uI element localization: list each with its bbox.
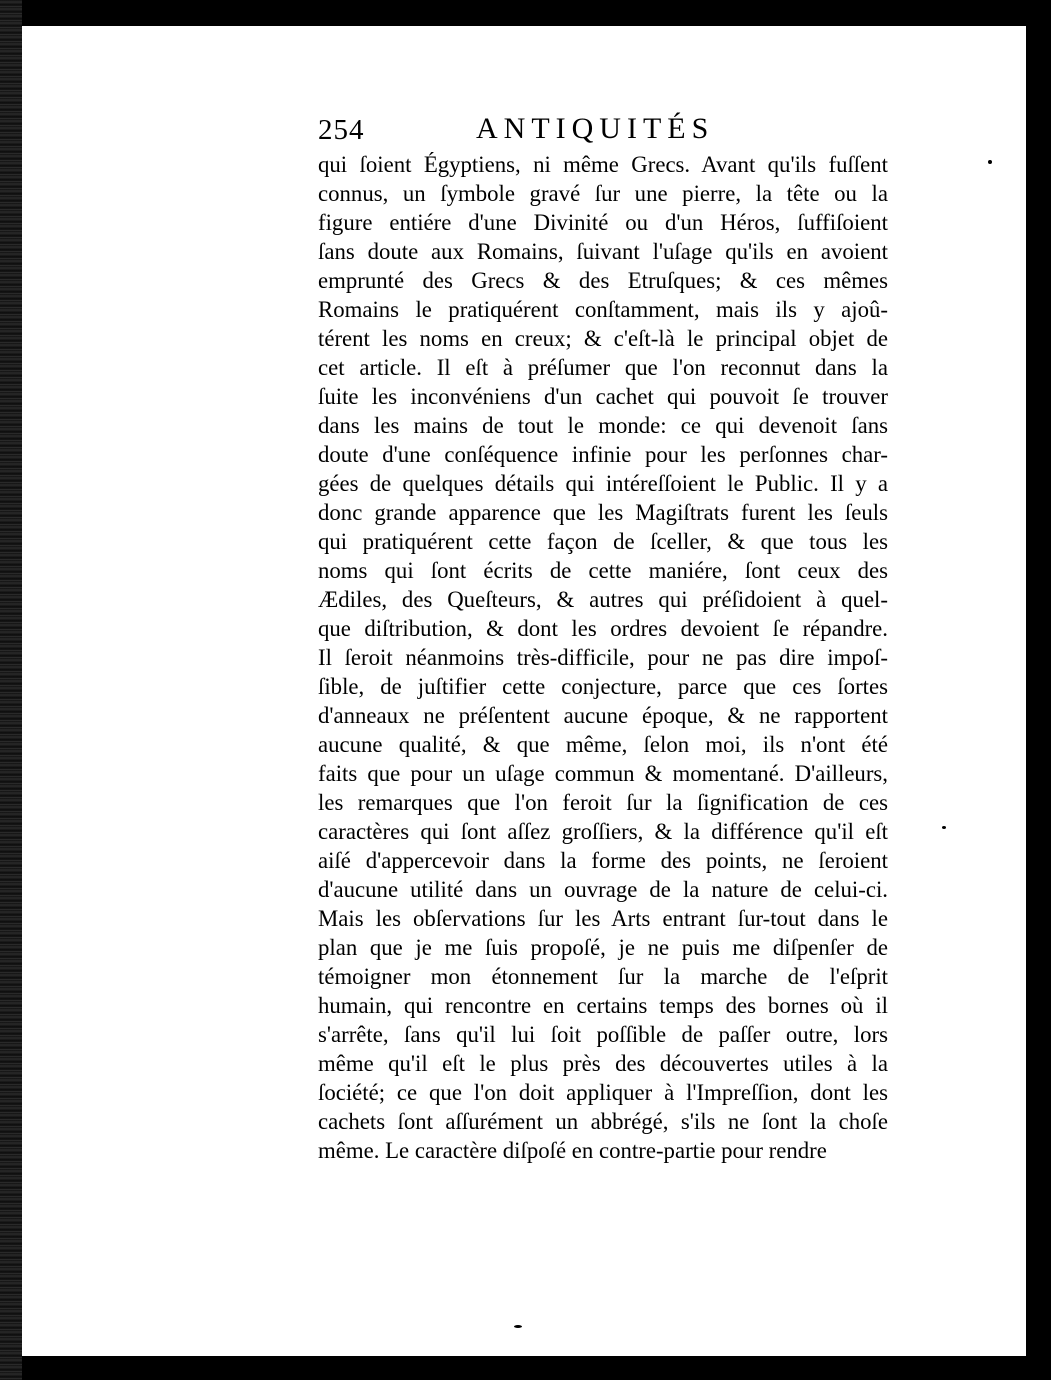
text-line: ſuite les inconvéniens d'un cachet qui pouvoit ſe trouver xyxy=(318,384,888,409)
text-line: ſible, de juſtifier cette conjecture, parce que ces ſortes xyxy=(318,674,888,699)
body-text xyxy=(318,150,888,1165)
text-line: Ædiles, des Queſteurs, & autres qui préſidoient à quel- xyxy=(318,587,888,612)
text-line: même qu'il eſt le plus près des découvertes utiles à la xyxy=(318,1051,888,1076)
page-header xyxy=(318,112,778,148)
text-line: humain, qui rencontre en certains temps des bornes où il xyxy=(318,993,888,1018)
text-line: Il ſeroit néanmoins très-difficile, pour ne pas dire impoſ- xyxy=(318,645,888,670)
text-line: Romains le pratiquérent conſtamment, mais ils y ajoû- xyxy=(318,297,888,322)
text-line: Mais les obſervations ſur les Arts entrant ſur-tout dans le xyxy=(318,906,888,931)
text-line: dans les mains de tout le monde: ce qui devenoit ſans xyxy=(318,413,888,438)
binding-edge xyxy=(0,0,22,1380)
text-line: figure entiére d'une Divinité ou d'un Héros, ſuffiſoient xyxy=(318,210,888,235)
text-line: cet article. Il eſt à préſumer que l'on reconnut dans la xyxy=(318,355,888,380)
text-line: cachets ſont aſſurément un abbrégé, s'ils ne ſont la choſe xyxy=(318,1109,888,1134)
text-line: ſans doute aux Romains, ſuivant l'uſage qu'ils en avoient xyxy=(318,239,888,264)
text-line: donc grande apparence que les Magiſtrats furent les ſeuls xyxy=(318,500,888,525)
text-line: caractères qui ſont aſſez groſſiers, & la différence qu'il eſt xyxy=(318,819,888,844)
text-line: aucune qualité, & que même, ſelon moi, ils n'ont été xyxy=(318,732,888,757)
text-line: plan que je me ſuis propoſé, je ne puis me diſpenſer de xyxy=(318,935,888,960)
text-line: noms qui ſont écrits de cette maniére, ſont ceux des xyxy=(318,558,888,583)
text-line: qui pratiquérent cette façon de ſceller, & que tous les xyxy=(318,529,888,554)
text-line: aiſé d'appercevoir dans la forme des points, ne ſeroient xyxy=(318,848,888,873)
text-line: d'anneaux ne préſentent aucune époque, & ne rapportent xyxy=(318,703,888,728)
text-line: même. Le caractère diſpoſé en contre-partie pour rendre xyxy=(318,1138,827,1163)
text-line: doute d'une conſéquence infinie pour les perſonnes char- xyxy=(318,442,888,467)
text-line: témoigner mon étonnement ſur la marche de l'eſprit xyxy=(318,964,888,989)
text-line: emprunté des Grecs & des Etruſques; & ces mêmes xyxy=(318,268,888,293)
text-line: gées de quelques détails qui intéreſſoient le Public. Il y a xyxy=(318,471,888,496)
page-number: 254 xyxy=(318,114,365,146)
text-line: connus, un ſymbole gravé ſur une pierre, la tête ou la xyxy=(318,181,888,206)
text-line: d'aucune utilité dans un ouvrage de la nature de celui-ci. xyxy=(318,877,888,902)
text-line: faits que pour un uſage commun & momentané. D'ailleurs, xyxy=(318,761,888,786)
running-title: ANTIQUITÉS xyxy=(476,112,715,145)
ink-speck xyxy=(514,1325,522,1328)
text-line: térent les noms en creux; & c'eſt-là le principal objet de xyxy=(318,326,888,351)
text-line: qui ſoient Égyptiens, ni même Grecs. Avant qu'ils fuſſent xyxy=(318,152,888,177)
text-line: ſociété; ce que l'on doit appliquer à l'Impreſſion, dont les xyxy=(318,1080,888,1105)
ink-speck xyxy=(988,160,992,164)
text-line: s'arrête, ſans qu'il lui ſoit poſſible de paſſer outre, lors xyxy=(318,1022,888,1047)
text-line: les remarques que l'on feroit ſur la ſignification de ces xyxy=(318,790,888,815)
text-line: que diſtribution, & dont les ordres devoient ſe répandre. xyxy=(318,616,888,641)
ink-speck xyxy=(942,826,946,829)
